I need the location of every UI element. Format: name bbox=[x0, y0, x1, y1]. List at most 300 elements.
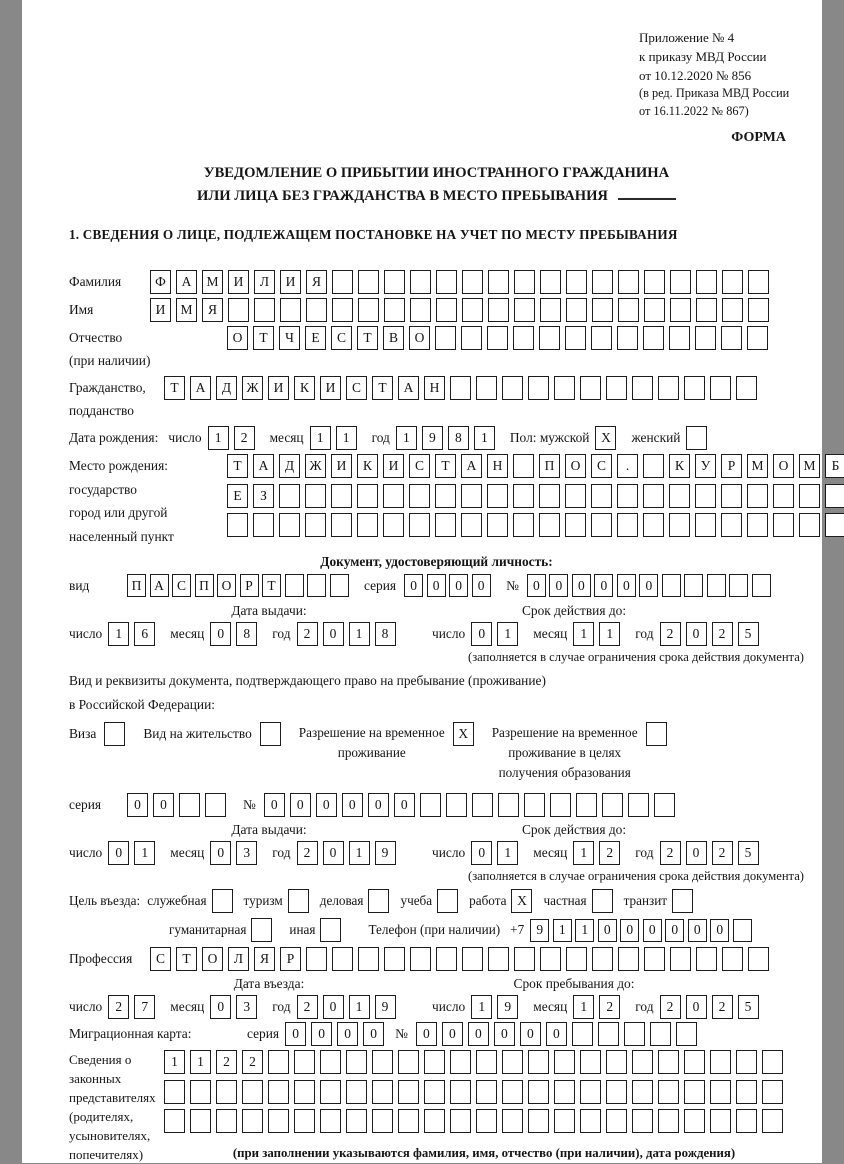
char-box[interactable] bbox=[684, 574, 703, 597]
char-box[interactable]: 1 bbox=[396, 426, 417, 450]
char-box[interactable] bbox=[624, 1022, 645, 1046]
char-box[interactable] bbox=[748, 947, 769, 971]
char-box[interactable] bbox=[736, 1080, 757, 1104]
char-box[interactable]: К bbox=[357, 454, 378, 478]
char-box[interactable]: У bbox=[695, 454, 716, 478]
char-box[interactable] bbox=[424, 1080, 445, 1104]
char-box[interactable]: Е bbox=[305, 326, 326, 350]
char-box[interactable] bbox=[179, 793, 200, 817]
char-box[interactable] bbox=[435, 484, 456, 508]
char-box[interactable] bbox=[825, 513, 844, 537]
char-box[interactable]: 0 bbox=[449, 574, 468, 597]
visa-checkbox[interactable] bbox=[104, 722, 125, 746]
char-box[interactable]: 0 bbox=[210, 841, 231, 865]
char-box[interactable] bbox=[736, 1050, 757, 1074]
char-box[interactable] bbox=[565, 484, 586, 508]
char-box[interactable]: М bbox=[799, 454, 820, 478]
char-box[interactable]: 2 bbox=[712, 841, 733, 865]
char-box[interactable] bbox=[502, 1050, 523, 1074]
char-box[interactable] bbox=[669, 513, 690, 537]
char-box[interactable] bbox=[372, 1080, 393, 1104]
char-box[interactable] bbox=[384, 270, 405, 294]
char-box[interactable] bbox=[606, 376, 627, 400]
char-box[interactable] bbox=[598, 1022, 619, 1046]
char-box[interactable] bbox=[591, 513, 612, 537]
char-box[interactable]: П bbox=[127, 574, 146, 597]
char-box[interactable]: Т bbox=[253, 326, 274, 350]
char-box[interactable]: 0 bbox=[323, 841, 344, 865]
char-box[interactable] bbox=[643, 513, 664, 537]
char-box[interactable] bbox=[643, 326, 664, 350]
char-box[interactable] bbox=[618, 947, 639, 971]
char-box[interactable]: 9 bbox=[530, 919, 549, 942]
char-box[interactable] bbox=[736, 1109, 757, 1133]
char-box[interactable]: А bbox=[253, 454, 274, 478]
char-box[interactable] bbox=[566, 947, 587, 971]
char-box[interactable] bbox=[331, 484, 352, 508]
char-box[interactable] bbox=[420, 793, 441, 817]
char-box[interactable]: Я bbox=[202, 298, 223, 322]
char-box[interactable]: 1 bbox=[599, 622, 620, 646]
char-box[interactable]: 0 bbox=[323, 995, 344, 1019]
char-box[interactable] bbox=[695, 513, 716, 537]
char-box[interactable]: М bbox=[176, 298, 197, 322]
char-box[interactable] bbox=[707, 574, 726, 597]
char-box[interactable] bbox=[498, 793, 519, 817]
char-box[interactable]: 8 bbox=[375, 622, 396, 646]
char-box[interactable]: С bbox=[409, 454, 430, 478]
char-box[interactable]: 0 bbox=[337, 1022, 358, 1046]
purpose-checkbox[interactable] bbox=[437, 889, 458, 913]
char-box[interactable]: Т bbox=[435, 454, 456, 478]
char-box[interactable] bbox=[409, 513, 430, 537]
char-box[interactable] bbox=[695, 484, 716, 508]
char-box[interactable] bbox=[644, 947, 665, 971]
char-box[interactable]: Л bbox=[254, 270, 275, 294]
char-box[interactable] bbox=[696, 298, 717, 322]
char-box[interactable] bbox=[450, 1109, 471, 1133]
char-box[interactable]: К bbox=[294, 376, 315, 400]
char-box[interactable] bbox=[435, 326, 456, 350]
char-box[interactable] bbox=[450, 1050, 471, 1074]
char-box[interactable] bbox=[762, 1050, 783, 1074]
char-box[interactable] bbox=[654, 793, 675, 817]
char-box[interactable]: 0 bbox=[639, 574, 658, 597]
char-box[interactable] bbox=[773, 513, 794, 537]
char-box[interactable]: А bbox=[176, 270, 197, 294]
char-box[interactable]: 1 bbox=[573, 995, 594, 1019]
char-box[interactable]: 0 bbox=[127, 793, 148, 817]
char-box[interactable]: Ж bbox=[305, 454, 326, 478]
char-box[interactable]: 0 bbox=[686, 841, 707, 865]
char-box[interactable]: Т bbox=[164, 376, 185, 400]
char-box[interactable] bbox=[487, 326, 508, 350]
char-box[interactable] bbox=[285, 574, 304, 597]
char-box[interactable]: 1 bbox=[497, 841, 518, 865]
char-box[interactable]: З bbox=[253, 484, 274, 508]
char-box[interactable]: 0 bbox=[290, 793, 311, 817]
char-box[interactable] bbox=[346, 1050, 367, 1074]
char-box[interactable]: Т bbox=[357, 326, 378, 350]
char-box[interactable]: 0 bbox=[620, 919, 639, 942]
char-box[interactable] bbox=[424, 1109, 445, 1133]
char-box[interactable] bbox=[565, 513, 586, 537]
char-box[interactable]: 0 bbox=[264, 793, 285, 817]
char-box[interactable] bbox=[320, 1050, 341, 1074]
char-box[interactable]: 0 bbox=[108, 841, 129, 865]
char-box[interactable]: И bbox=[150, 298, 171, 322]
char-box[interactable] bbox=[514, 270, 535, 294]
char-box[interactable]: К bbox=[669, 454, 690, 478]
char-box[interactable] bbox=[550, 793, 571, 817]
char-box[interactable]: Т bbox=[372, 376, 393, 400]
char-box[interactable]: 2 bbox=[660, 995, 681, 1019]
char-box[interactable]: 1 bbox=[471, 995, 492, 1019]
char-box[interactable]: 0 bbox=[546, 1022, 567, 1046]
char-box[interactable] bbox=[205, 793, 226, 817]
char-box[interactable]: П bbox=[539, 454, 560, 478]
char-box[interactable] bbox=[592, 270, 613, 294]
char-box[interactable]: 0 bbox=[342, 793, 363, 817]
char-box[interactable] bbox=[424, 1050, 445, 1074]
purpose-checkbox[interactable] bbox=[212, 889, 233, 913]
char-box[interactable] bbox=[446, 793, 467, 817]
char-box[interactable] bbox=[305, 484, 326, 508]
char-box[interactable] bbox=[383, 513, 404, 537]
char-box[interactable]: 2 bbox=[242, 1050, 263, 1074]
char-box[interactable] bbox=[513, 454, 534, 478]
char-box[interactable] bbox=[461, 326, 482, 350]
char-box[interactable]: 0 bbox=[471, 622, 492, 646]
char-box[interactable] bbox=[476, 1080, 497, 1104]
char-box[interactable]: Л bbox=[228, 947, 249, 971]
char-box[interactable] bbox=[540, 947, 561, 971]
char-box[interactable] bbox=[710, 1109, 731, 1133]
char-box[interactable]: 2 bbox=[660, 841, 681, 865]
char-box[interactable]: О bbox=[227, 326, 248, 350]
char-box[interactable] bbox=[554, 1050, 575, 1074]
char-box[interactable]: 8 bbox=[236, 622, 257, 646]
char-box[interactable] bbox=[721, 326, 742, 350]
char-box[interactable] bbox=[227, 513, 248, 537]
char-box[interactable]: Я bbox=[254, 947, 275, 971]
char-box[interactable] bbox=[799, 484, 820, 508]
char-box[interactable] bbox=[721, 484, 742, 508]
char-box[interactable]: Н bbox=[487, 454, 508, 478]
purpose-checkbox[interactable] bbox=[288, 889, 309, 913]
char-box[interactable] bbox=[409, 484, 430, 508]
char-box[interactable] bbox=[539, 326, 560, 350]
char-box[interactable]: 0 bbox=[594, 574, 613, 597]
char-box[interactable]: 0 bbox=[416, 1022, 437, 1046]
char-box[interactable] bbox=[539, 484, 560, 508]
char-box[interactable] bbox=[721, 513, 742, 537]
char-box[interactable] bbox=[644, 298, 665, 322]
char-box[interactable]: Ф bbox=[150, 270, 171, 294]
char-box[interactable] bbox=[566, 270, 587, 294]
char-box[interactable] bbox=[684, 1109, 705, 1133]
char-box[interactable] bbox=[410, 270, 431, 294]
char-box[interactable] bbox=[357, 484, 378, 508]
char-box[interactable]: 5 bbox=[738, 995, 759, 1019]
char-box[interactable] bbox=[268, 1080, 289, 1104]
char-box[interactable] bbox=[658, 1109, 679, 1133]
char-box[interactable] bbox=[580, 1050, 601, 1074]
char-box[interactable]: 2 bbox=[297, 622, 318, 646]
char-box[interactable] bbox=[670, 298, 691, 322]
purpose-checkbox[interactable] bbox=[592, 889, 613, 913]
char-box[interactable] bbox=[216, 1109, 237, 1133]
char-box[interactable] bbox=[488, 947, 509, 971]
char-box[interactable] bbox=[736, 376, 757, 400]
char-box[interactable] bbox=[332, 298, 353, 322]
char-box[interactable] bbox=[398, 1050, 419, 1074]
char-box[interactable]: 1 bbox=[349, 622, 370, 646]
char-box[interactable] bbox=[242, 1080, 263, 1104]
char-box[interactable] bbox=[279, 484, 300, 508]
char-box[interactable]: М bbox=[202, 270, 223, 294]
char-box[interactable] bbox=[488, 270, 509, 294]
char-box[interactable]: 0 bbox=[311, 1022, 332, 1046]
char-box[interactable] bbox=[592, 947, 613, 971]
char-box[interactable]: 0 bbox=[394, 793, 415, 817]
char-box[interactable] bbox=[773, 484, 794, 508]
char-box[interactable]: Е bbox=[227, 484, 248, 508]
char-box[interactable]: 0 bbox=[285, 1022, 306, 1046]
char-box[interactable] bbox=[696, 270, 717, 294]
char-box[interactable]: 1 bbox=[190, 1050, 211, 1074]
char-box[interactable]: 1 bbox=[573, 841, 594, 865]
char-box[interactable]: 0 bbox=[520, 1022, 541, 1046]
char-box[interactable] bbox=[644, 270, 665, 294]
char-box[interactable] bbox=[436, 947, 457, 971]
char-box[interactable]: 1 bbox=[208, 426, 229, 450]
char-box[interactable]: 1 bbox=[575, 919, 594, 942]
char-box[interactable] bbox=[513, 484, 534, 508]
char-box[interactable]: Т bbox=[262, 574, 281, 597]
char-box[interactable] bbox=[566, 298, 587, 322]
char-box[interactable] bbox=[762, 1080, 783, 1104]
char-box[interactable] bbox=[450, 1080, 471, 1104]
char-box[interactable] bbox=[358, 270, 379, 294]
char-box[interactable] bbox=[540, 270, 561, 294]
char-box[interactable] bbox=[268, 1109, 289, 1133]
char-box[interactable] bbox=[722, 947, 743, 971]
char-box[interactable]: И bbox=[331, 454, 352, 478]
char-box[interactable] bbox=[514, 947, 535, 971]
char-box[interactable] bbox=[502, 376, 523, 400]
char-box[interactable]: 5 bbox=[738, 841, 759, 865]
char-box[interactable] bbox=[253, 513, 274, 537]
char-box[interactable]: О bbox=[773, 454, 794, 478]
char-box[interactable] bbox=[747, 513, 768, 537]
char-box[interactable] bbox=[572, 1022, 593, 1046]
char-box[interactable]: 1 bbox=[349, 995, 370, 1019]
char-box[interactable]: 3 bbox=[236, 841, 257, 865]
char-box[interactable] bbox=[462, 270, 483, 294]
char-box[interactable] bbox=[410, 298, 431, 322]
char-box[interactable] bbox=[670, 270, 691, 294]
char-box[interactable]: 1 bbox=[336, 426, 357, 450]
char-box[interactable] bbox=[696, 947, 717, 971]
char-box[interactable] bbox=[592, 298, 613, 322]
char-box[interactable] bbox=[729, 574, 748, 597]
char-box[interactable] bbox=[580, 1080, 601, 1104]
char-box[interactable] bbox=[513, 513, 534, 537]
char-box[interactable]: 0 bbox=[710, 919, 729, 942]
char-box[interactable]: 0 bbox=[494, 1022, 515, 1046]
char-box[interactable] bbox=[268, 1050, 289, 1074]
char-box[interactable]: 0 bbox=[316, 793, 337, 817]
char-box[interactable] bbox=[710, 1050, 731, 1074]
char-box[interactable]: С bbox=[591, 454, 612, 478]
char-box[interactable] bbox=[216, 1080, 237, 1104]
char-box[interactable]: Т bbox=[176, 947, 197, 971]
char-box[interactable] bbox=[358, 298, 379, 322]
char-box[interactable] bbox=[358, 947, 379, 971]
char-box[interactable] bbox=[554, 1080, 575, 1104]
char-box[interactable] bbox=[528, 376, 549, 400]
char-box[interactable]: 2 bbox=[216, 1050, 237, 1074]
char-box[interactable] bbox=[332, 270, 353, 294]
char-box[interactable] bbox=[762, 1109, 783, 1133]
char-box[interactable]: 2 bbox=[712, 622, 733, 646]
char-box[interactable]: 8 bbox=[448, 426, 469, 450]
char-box[interactable]: 0 bbox=[323, 622, 344, 646]
char-box[interactable]: Т bbox=[227, 454, 248, 478]
char-box[interactable] bbox=[398, 1080, 419, 1104]
char-box[interactable]: О bbox=[409, 326, 430, 350]
char-box[interactable] bbox=[346, 1080, 367, 1104]
char-box[interactable]: И bbox=[268, 376, 289, 400]
char-box[interactable] bbox=[330, 574, 349, 597]
char-box[interactable] bbox=[540, 298, 561, 322]
char-box[interactable]: Н bbox=[424, 376, 445, 400]
char-box[interactable]: 3 bbox=[236, 995, 257, 1019]
char-box[interactable]: Р bbox=[721, 454, 742, 478]
char-box[interactable]: 0 bbox=[549, 574, 568, 597]
char-box[interactable] bbox=[383, 484, 404, 508]
char-box[interactable] bbox=[461, 484, 482, 508]
char-box[interactable]: 0 bbox=[527, 574, 546, 597]
char-box[interactable] bbox=[632, 1050, 653, 1074]
char-box[interactable] bbox=[554, 1109, 575, 1133]
char-box[interactable]: П bbox=[195, 574, 214, 597]
char-box[interactable]: 1 bbox=[108, 622, 129, 646]
char-box[interactable] bbox=[279, 513, 300, 537]
char-box[interactable] bbox=[669, 484, 690, 508]
char-box[interactable]: 0 bbox=[688, 919, 707, 942]
char-box[interactable]: А bbox=[150, 574, 169, 597]
char-box[interactable] bbox=[632, 1080, 653, 1104]
char-box[interactable] bbox=[752, 574, 771, 597]
char-box[interactable]: 0 bbox=[665, 919, 684, 942]
char-box[interactable]: 2 bbox=[599, 841, 620, 865]
char-box[interactable] bbox=[357, 513, 378, 537]
char-box[interactable]: 2 bbox=[660, 622, 681, 646]
char-box[interactable] bbox=[372, 1109, 393, 1133]
purpose-checkbox[interactable] bbox=[320, 918, 341, 942]
char-box[interactable] bbox=[332, 947, 353, 971]
char-box[interactable] bbox=[476, 1109, 497, 1133]
char-box[interactable]: О bbox=[217, 574, 236, 597]
char-box[interactable]: Р bbox=[240, 574, 259, 597]
char-box[interactable]: 9 bbox=[375, 995, 396, 1019]
char-box[interactable]: Д bbox=[216, 376, 237, 400]
char-box[interactable] bbox=[617, 484, 638, 508]
char-box[interactable] bbox=[450, 376, 471, 400]
char-box[interactable] bbox=[632, 1109, 653, 1133]
char-box[interactable]: 0 bbox=[363, 1022, 384, 1046]
char-box[interactable] bbox=[658, 1050, 679, 1074]
char-box[interactable]: 1 bbox=[349, 841, 370, 865]
char-box[interactable] bbox=[676, 1022, 697, 1046]
char-box[interactable] bbox=[164, 1080, 185, 1104]
purpose-checkbox[interactable] bbox=[251, 918, 272, 942]
char-box[interactable]: С bbox=[172, 574, 191, 597]
char-box[interactable]: 0 bbox=[210, 622, 231, 646]
char-box[interactable] bbox=[554, 376, 575, 400]
char-box[interactable] bbox=[306, 947, 327, 971]
char-box[interactable]: О bbox=[202, 947, 223, 971]
char-box[interactable]: 9 bbox=[375, 841, 396, 865]
char-box[interactable]: 1 bbox=[553, 919, 572, 942]
char-box[interactable]: 6 bbox=[134, 622, 155, 646]
char-box[interactable]: 1 bbox=[310, 426, 331, 450]
char-box[interactable]: 9 bbox=[422, 426, 443, 450]
char-box[interactable] bbox=[164, 1109, 185, 1133]
char-box[interactable] bbox=[748, 270, 769, 294]
char-box[interactable] bbox=[643, 454, 664, 478]
char-box[interactable] bbox=[618, 298, 639, 322]
char-box[interactable] bbox=[606, 1080, 627, 1104]
char-box[interactable] bbox=[384, 298, 405, 322]
char-box[interactable]: 0 bbox=[404, 574, 423, 597]
char-box[interactable] bbox=[617, 513, 638, 537]
char-box[interactable]: 2 bbox=[234, 426, 255, 450]
char-box[interactable]: С bbox=[331, 326, 352, 350]
char-box[interactable] bbox=[658, 376, 679, 400]
char-box[interactable] bbox=[733, 919, 752, 942]
char-box[interactable]: 1 bbox=[497, 622, 518, 646]
char-box[interactable] bbox=[591, 484, 612, 508]
temp-permit-checkbox[interactable]: X bbox=[453, 722, 474, 746]
char-box[interactable] bbox=[242, 1109, 263, 1133]
char-box[interactable] bbox=[514, 298, 535, 322]
char-box[interactable]: 0 bbox=[427, 574, 446, 597]
char-box[interactable] bbox=[799, 513, 820, 537]
char-box[interactable] bbox=[591, 326, 612, 350]
char-box[interactable] bbox=[580, 1109, 601, 1133]
char-box[interactable]: 0 bbox=[442, 1022, 463, 1046]
char-box[interactable]: И bbox=[320, 376, 341, 400]
char-box[interactable] bbox=[658, 1080, 679, 1104]
char-box[interactable] bbox=[528, 1080, 549, 1104]
char-box[interactable] bbox=[580, 376, 601, 400]
char-box[interactable] bbox=[628, 793, 649, 817]
char-box[interactable] bbox=[722, 298, 743, 322]
char-box[interactable] bbox=[606, 1050, 627, 1074]
char-box[interactable]: 1 bbox=[474, 426, 495, 450]
char-box[interactable] bbox=[228, 298, 249, 322]
char-box[interactable] bbox=[747, 484, 768, 508]
char-box[interactable] bbox=[462, 947, 483, 971]
char-box[interactable]: 0 bbox=[598, 919, 617, 942]
char-box[interactable] bbox=[539, 513, 560, 537]
char-box[interactable] bbox=[462, 298, 483, 322]
char-box[interactable] bbox=[502, 1080, 523, 1104]
char-box[interactable] bbox=[650, 1022, 671, 1046]
